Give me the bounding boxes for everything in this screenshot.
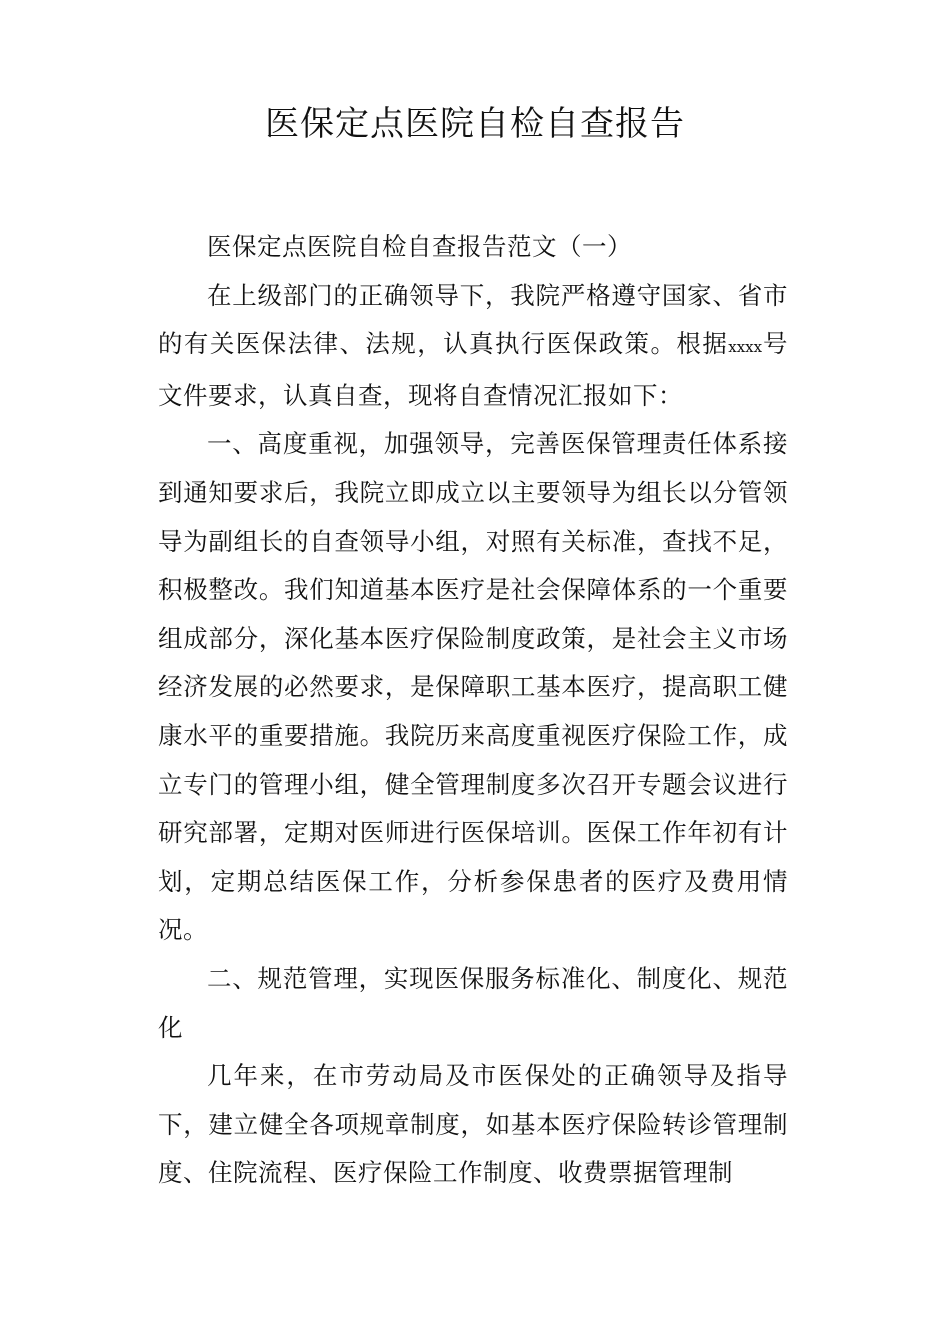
- subtitle-paragraph: 医保定点医院自检自查报告范文（一）: [207, 232, 632, 261]
- document-body: [158, 223, 788, 1198]
- intro-text-part2: 号文件要求，认真自查，现将自查情况汇报如下：: [158, 329, 788, 410]
- section2-heading: 二、规范管理，实现医保服务标准化、制度化、规范化: [158, 963, 788, 1042]
- section1-body: 接到通知要求后，我院立即成立以主要领导为组长以分管领导为副组长的自查领导小组，对照有关标准，查找不足，积极整改。我们知道基本医疗是社会保障体系的一个重要组成部分，深化基本医疗保险制度政策，是社会主义市场经济发展的必然要求，是保障职工基本医疗，提高职工健康水平的重要措施。我院历来高度重视医疗保险工作，成立专门的管理小组，健全管理制度多次召开专题会议进行研究部署，定期对医师进行医保培训。医保工作年初有计划，定期总结医保工作，分析参保患者的医疗及费用情况。: [158, 429, 788, 945]
- document-number-placeholder: xxxx: [728, 338, 763, 357]
- intro-paragraph: [158, 272, 788, 421]
- section2-paragraph: 几年来，在市劳动局及市医保处的正确领导及指导下，建立健全各项规章制度，如基本医疗保险转诊管理制度、住院流程、医疗保险工作制度、收费票据管理制: [158, 1061, 788, 1188]
- section1-paragraph: [158, 420, 788, 955]
- section1-heading: 一、高度重视，加强领导，完善医保管理责任体系: [207, 429, 763, 459]
- document-title: 医保定点医院自检自查报告: [265, 104, 685, 144]
- intro-text-part1: 在上级部门的正确领导下，我院严格遵守国家、省市的有关医保法律、法规，认真执行医保政策。根据: [158, 280, 788, 359]
